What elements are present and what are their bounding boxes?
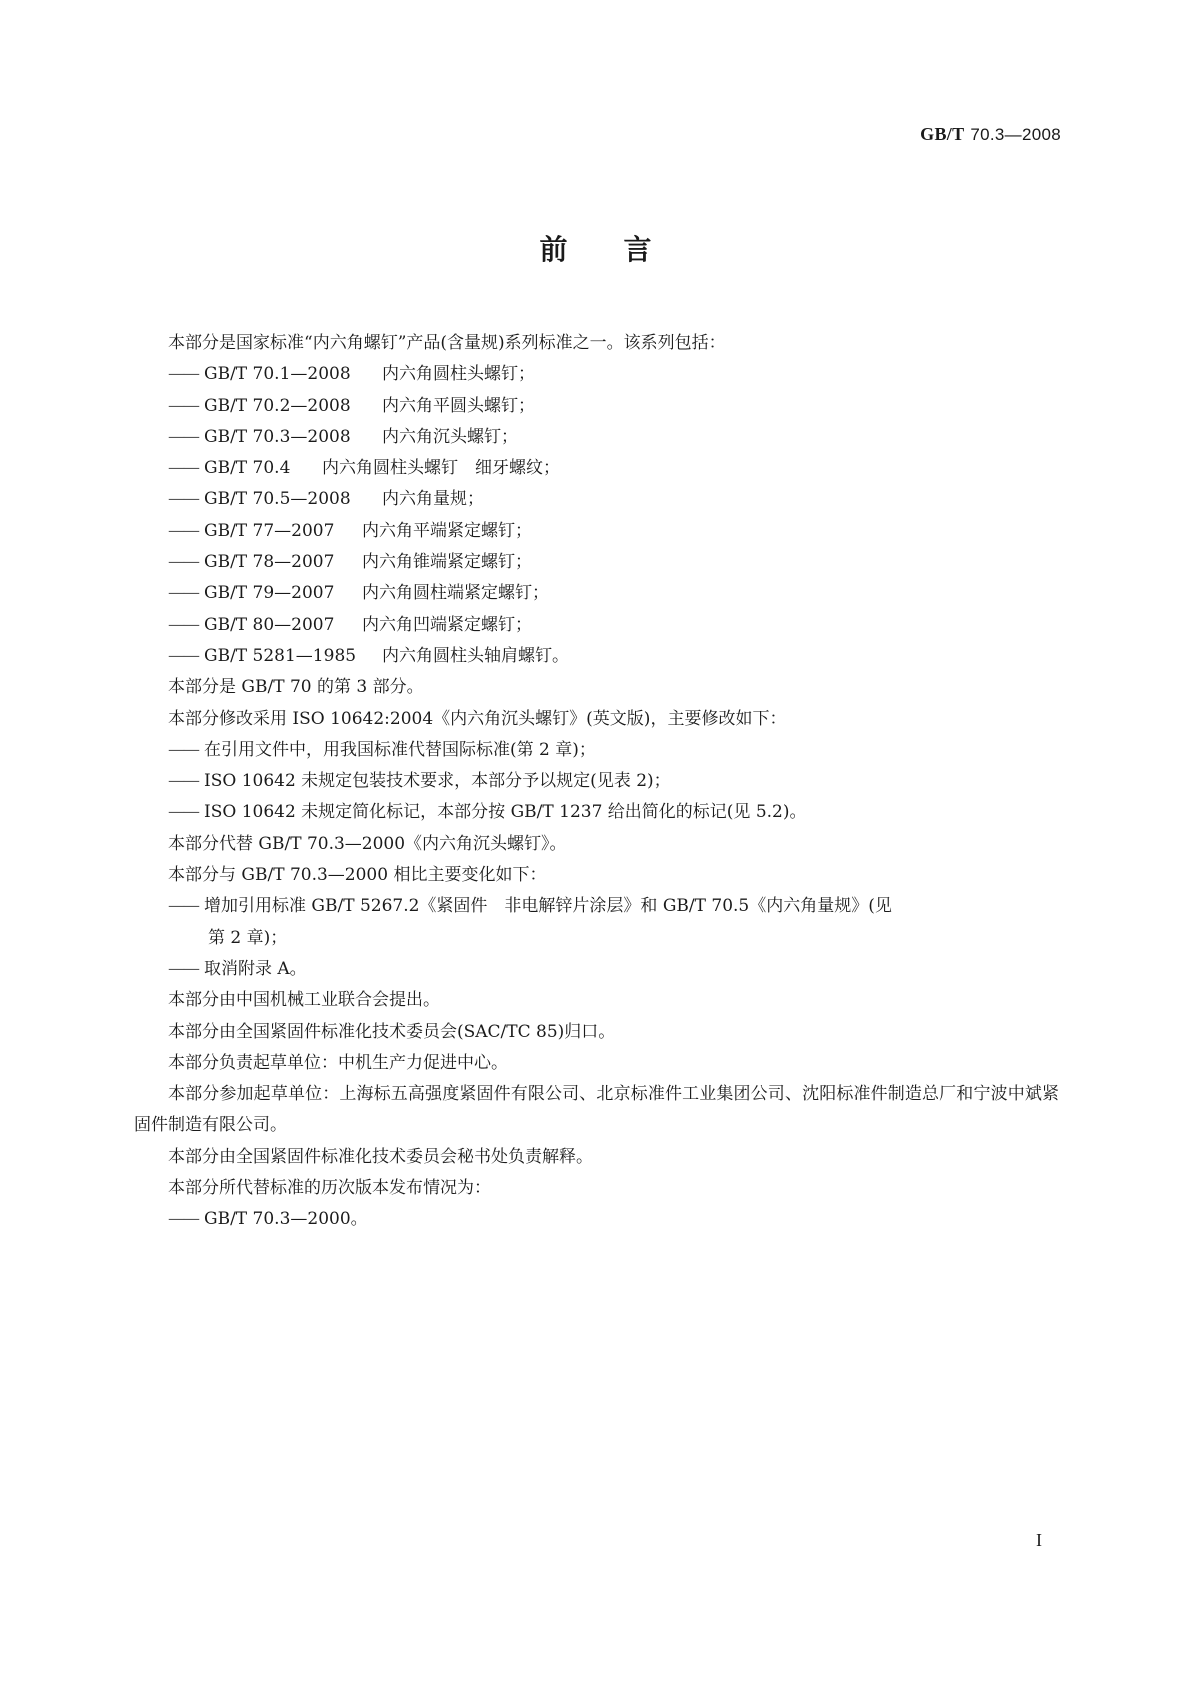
- page-title: 前言: [539, 233, 708, 266]
- series-name: 内六角平圆头螺钉；: [382, 395, 535, 416]
- series-code: GB/T 77—2007: [204, 520, 335, 541]
- series-item: [134, 641, 1059, 672]
- dash-mark: ——: [168, 426, 198, 447]
- page-number: I: [1036, 1530, 1042, 1550]
- modification-text: 在引用文件中，用我国标准代替国际标准(第 2 章)；: [204, 739, 596, 760]
- interpretation: 本部分由全国紧固件标准化技术委员会秘书处负责解释。: [168, 1146, 593, 1167]
- change-item: [134, 954, 1059, 985]
- dash-mark: ——: [168, 395, 198, 416]
- replaces-statement: 本部分代替 GB/T 70.3—2000《内六角沉头螺钉》。: [168, 833, 567, 854]
- series-list: [134, 359, 1059, 672]
- series-item: [134, 391, 1059, 422]
- participating-units: 本部分参加起草单位：上海标五高强度紧固件有限公司、北京标准件工业集团公司、沈阳标准件制造总厂和宁波中斌紧固件制造有限公司。: [134, 1084, 1059, 1136]
- dash-mark: ——: [168, 958, 198, 979]
- foreword-body: [134, 328, 1059, 1236]
- dash-mark: ——: [168, 489, 198, 510]
- proposed-by: 本部分由中国机械工业联合会提出。: [168, 990, 440, 1011]
- dash-mark: ——: [168, 1209, 198, 1230]
- series-code: GB/T 78—2007: [204, 552, 335, 573]
- modification-intro: 本部分修改采用 ISO 10642:2004《内六角沉头螺钉》(英文版)，主要修改如下：: [168, 708, 787, 729]
- standard-number: 70.3—2008: [970, 125, 1061, 144]
- series-item: [134, 359, 1059, 390]
- history-item: [134, 1204, 1059, 1235]
- series-code: GB/T 70.5—2008: [204, 489, 351, 510]
- series-intro: 本部分是国家标准“内六角螺钉”产品(含量规)系列标准之一。该系列包括：: [168, 333, 726, 353]
- series-code: GB/T 70.3—2008: [204, 426, 351, 447]
- series-item: [134, 453, 1059, 484]
- dash-mark: ——: [168, 583, 198, 604]
- dash-mark: ——: [168, 364, 198, 385]
- drafting-unit: 本部分负责起草单位：中机生产力促进中心。: [168, 1052, 508, 1073]
- dash-mark: ——: [168, 552, 198, 573]
- series-name: 内六角平端紧定螺钉；: [362, 520, 532, 541]
- series-code: GB/T 79—2007: [204, 583, 335, 604]
- change-text-continued: 第 2 章)；: [208, 927, 288, 948]
- modification-item: [134, 735, 1059, 766]
- history-text: GB/T 70.3—2000。: [204, 1209, 368, 1230]
- series-item: [134, 422, 1059, 453]
- series-name: 内六角圆柱头轴肩螺钉。: [382, 645, 569, 666]
- dash-mark: ——: [168, 614, 198, 635]
- series-code: GB/T 5281—1985: [204, 645, 357, 666]
- standard-prefix: GB/T: [920, 124, 965, 144]
- changes-intro: 本部分与 GB/T 70.3—2000 相比主要变化如下：: [168, 865, 547, 886]
- series-name: 内六角圆柱头螺钉 细牙螺纹；: [322, 458, 560, 479]
- dash-mark: ——: [168, 739, 198, 760]
- modification-text: ISO 10642 未规定简化标记，本部分按 GB/T 1237 给出简化的标记(见 5.2)。: [204, 802, 807, 823]
- series-item: [134, 578, 1059, 609]
- series-code: GB/T 70.4: [204, 458, 291, 479]
- modification-list: [134, 735, 1059, 829]
- history-intro: 本部分所代替标准的历次版本发布情况为：: [168, 1178, 491, 1199]
- modification-item: [134, 766, 1059, 797]
- change-text: 增加引用标准 GB/T 5267.2《紧固件 非电解锌片涂层》和 GB/T 70.5《内六角量规》(见: [204, 896, 892, 917]
- series-name: 内六角圆柱头螺钉；: [382, 364, 535, 385]
- dash-mark: ——: [168, 802, 198, 823]
- change-text: 取消附录 A。: [204, 958, 307, 979]
- series-name: 内六角量规；: [382, 489, 484, 510]
- series-code: GB/T 70.1—2008: [204, 364, 351, 385]
- series-code: GB/T 80—2007: [204, 614, 335, 635]
- standard-code-header: [920, 124, 1061, 145]
- series-code: GB/T 70.2—2008: [204, 395, 351, 416]
- dash-mark: ——: [168, 645, 198, 666]
- centralized-by: 本部分由全国紧固件标准化技术委员会(SAC/TC 85)归口。: [168, 1021, 616, 1042]
- dash-mark: ——: [168, 458, 198, 479]
- history-list: [134, 1204, 1059, 1235]
- series-item: [134, 547, 1059, 578]
- series-item: [134, 516, 1059, 547]
- change-item: [134, 891, 1059, 954]
- series-name: 内六角锥端紧定螺钉；: [362, 552, 532, 573]
- modification-item: [134, 797, 1059, 828]
- series-item: [134, 610, 1059, 641]
- series-name: 内六角圆柱端紧定螺钉；: [362, 583, 549, 604]
- dash-mark: ——: [168, 771, 198, 792]
- changes-list: [134, 891, 1059, 985]
- part-statement: 本部分是 GB/T 70 的第 3 部分。: [168, 677, 424, 698]
- series-item: [134, 484, 1059, 515]
- dash-mark: ——: [168, 896, 198, 917]
- series-name: 内六角凹端紧定螺钉；: [362, 614, 532, 635]
- dash-mark: ——: [168, 520, 198, 541]
- series-name: 内六角沉头螺钉；: [382, 426, 518, 447]
- modification-text: ISO 10642 未规定包装技术要求，本部分予以规定(见表 2)；: [204, 771, 671, 792]
